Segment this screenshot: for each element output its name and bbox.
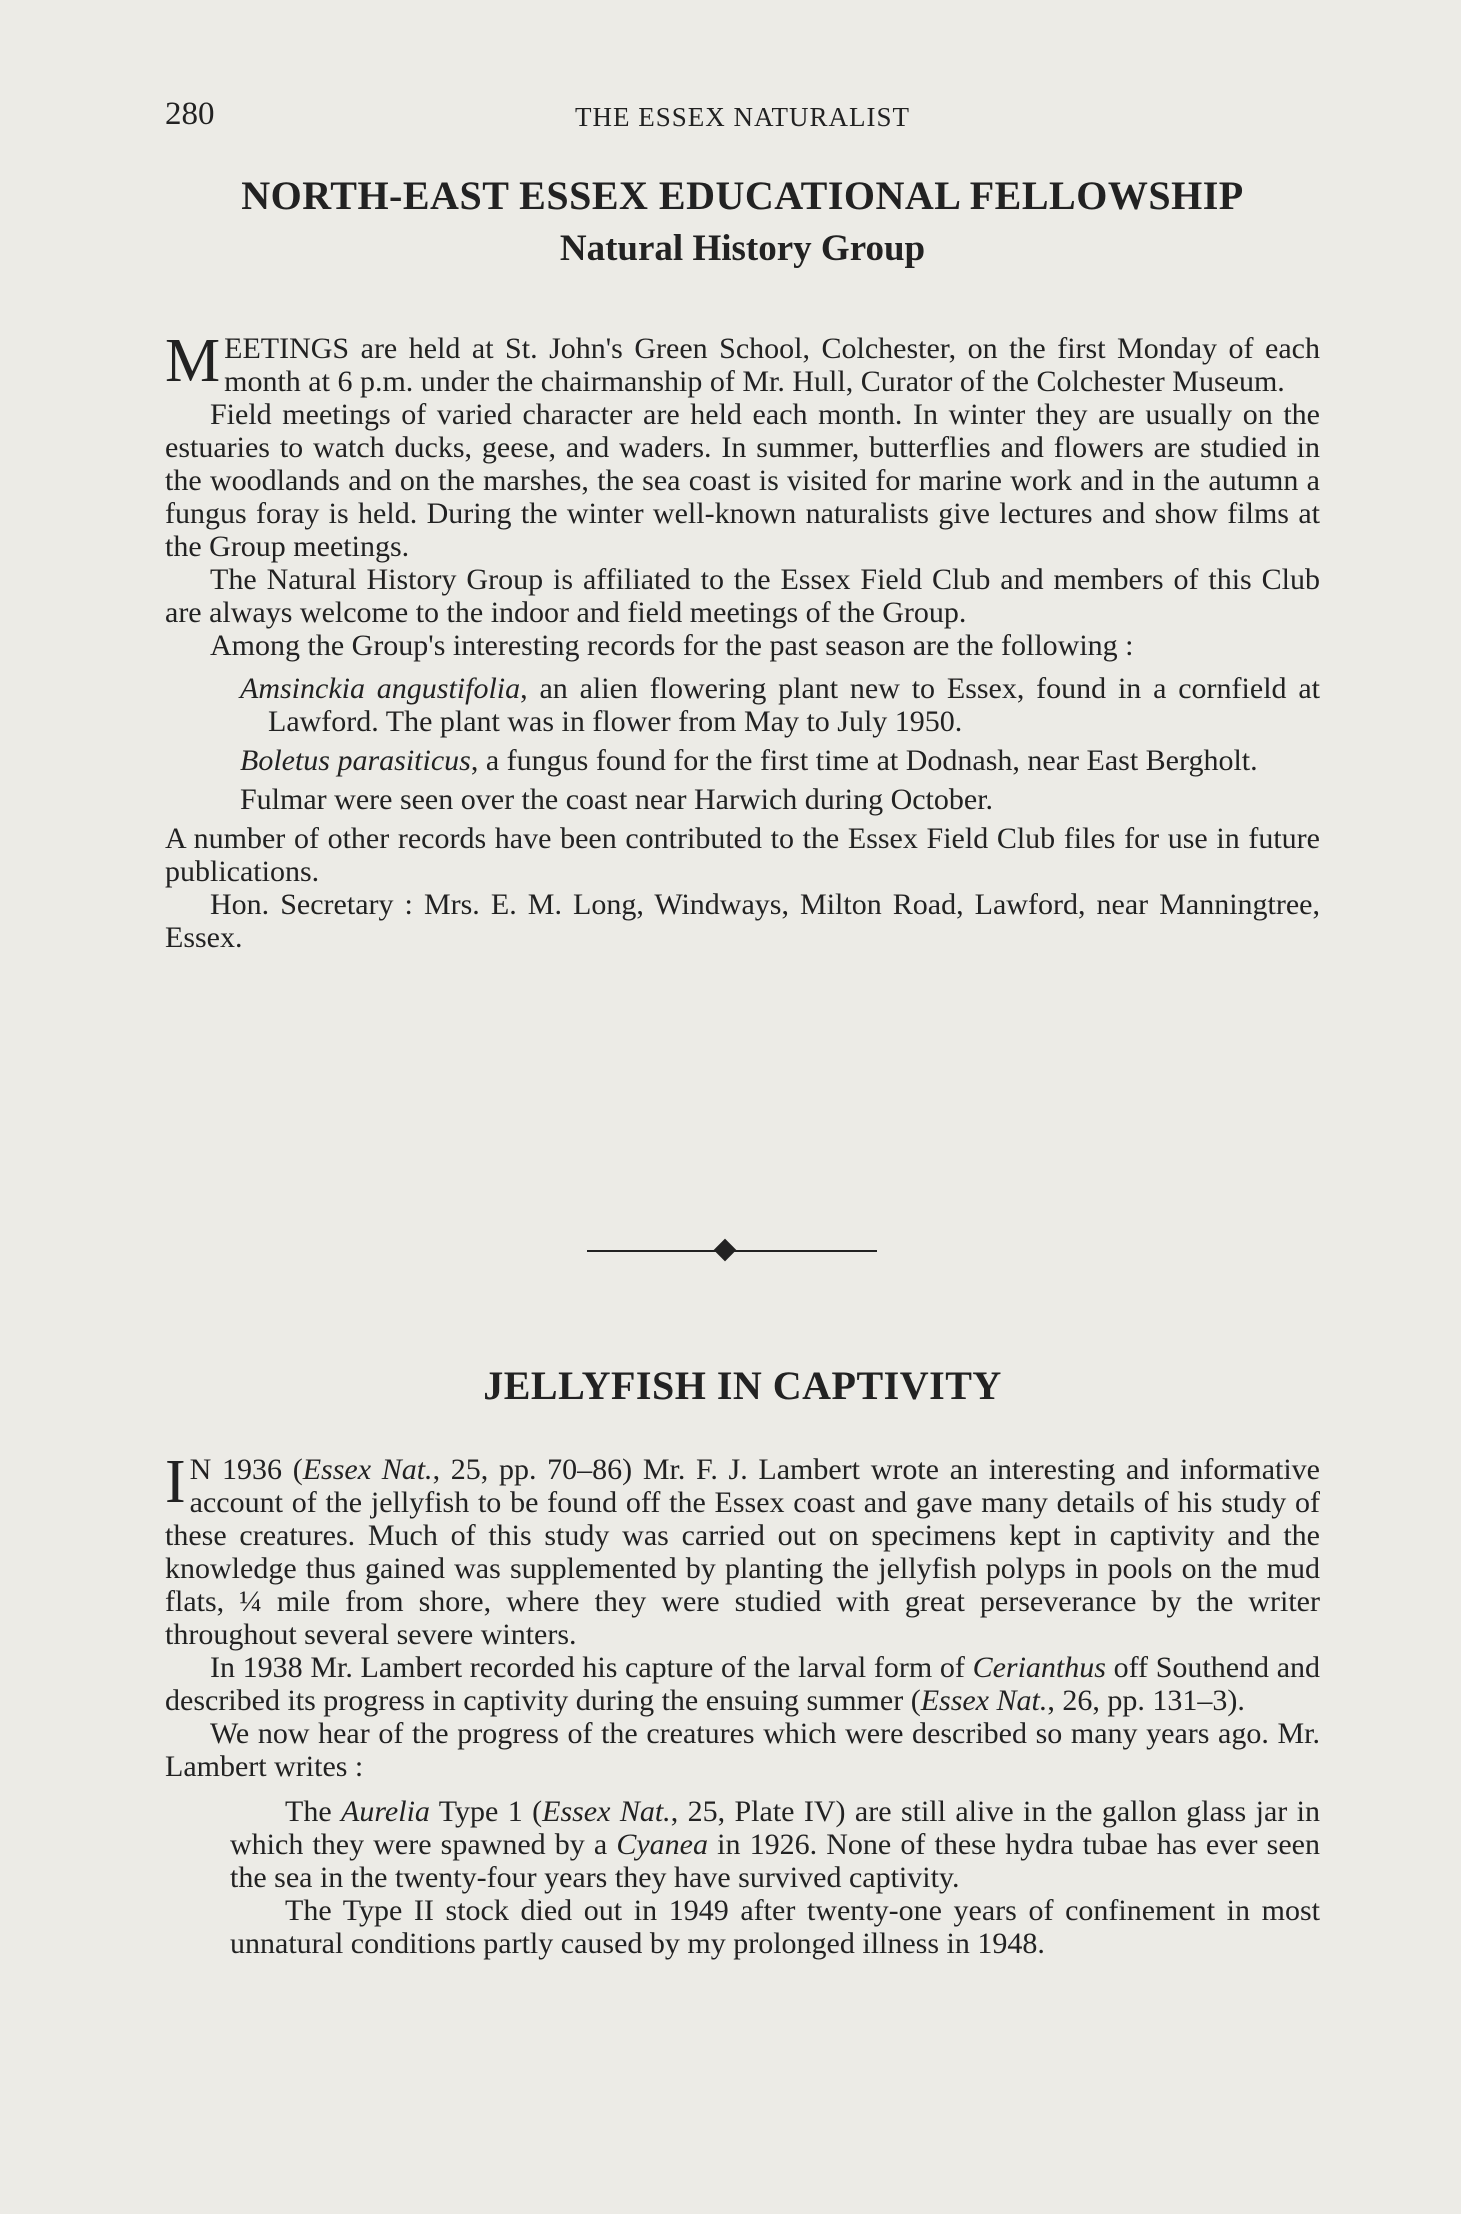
- paragraph: [165, 1448, 1320, 1651]
- paragraph: We now hear of the progress of the creatures which were described so many years ago. Mr. Lambert writes :: [165, 1717, 1320, 1783]
- record-text: , a fungus found for the first time at Dodnash, near East Bergholt.: [470, 744, 1258, 777]
- paragraph: [165, 327, 1320, 398]
- text-run: , 26, pp. 131–3).: [1047, 1684, 1245, 1717]
- journal-ref: Essex Nat.: [920, 1684, 1048, 1717]
- section-fellowship: [165, 172, 1320, 954]
- text-run: off Southend and described its progress in captivity during the ensuing summer (: [165, 1651, 1321, 1717]
- journal-ref: Essex Nat.: [302, 1453, 433, 1486]
- running-head: THE ESSEX NATURALIST: [575, 102, 910, 132]
- paragraph: Field meetings of varied character are held each month. In winter they are usually on the estuaries to watch ducks, geese, and waders. In summer, butterflies and flowers are studied in the woodlands and on the marshes, the sea coast is visited for marine work and in the autumn a fungus foray is held. During the winter well-known naturalists give lectures and show films at the Group meetings.: [165, 398, 1320, 563]
- section-divider-ornament: [587, 1240, 877, 1262]
- record-text: , an alien flowering plant new to Essex, found in a cornfield at Lawford. The plant was in flower from May to July 1950.: [268, 672, 1320, 738]
- paragraph-text: EETINGS are held at St. John's Green School, Colchester, on the first Monday of each month at 6 p.m. under the chairmanship of Mr. Hull, Curator of the Colchester Museum.: [224, 332, 1320, 398]
- paragraph: A number of other records have been contributed to the Essex Field Club files for use in future publications.: [165, 822, 1320, 888]
- section-subtitle: Natural History Group: [559, 228, 926, 269]
- paragraph: The Natural History Group is affiliated to the Essex Field Club and members of this Club are always welcome to the indoor and field meetings of the Group.: [165, 563, 1320, 629]
- paragraph: [165, 1651, 1320, 1717]
- text-run: The: [285, 1795, 342, 1828]
- text-run: N 1936 (: [189, 1453, 303, 1486]
- section-title: JELLYFISH IN CAPTIVITY: [483, 1363, 1002, 1408]
- quote-paragraph: The Type II stock died out in 1949 after twenty-one years of confinement in most unnatural conditions partly caused by my prolonged illness in 1948.: [230, 1894, 1320, 1960]
- secretary-line: Hon. Secretary : Mrs. E. M. Long, Windways, Milton Road, Lawford, near Manningtree, Essex.: [165, 888, 1320, 954]
- page-header: [165, 96, 1320, 140]
- text-run: , 25, Plate IV) are still alive in the gallon glass jar in which they were spawned by a: [230, 1795, 1321, 1861]
- record-item: [240, 744, 1320, 777]
- species-name: Cerianthus: [972, 1651, 1106, 1684]
- record-item: Fulmar were seen over the coast near Harwich during October.: [240, 783, 994, 816]
- species-name: Amsinckia angustifolia: [240, 672, 521, 705]
- journal-ref: Essex Nat.: [542, 1795, 671, 1828]
- text-run: In 1938 Mr. Lambert recorded his capture of the larval form of: [210, 1651, 973, 1684]
- record-item: [240, 672, 1320, 738]
- diamond-ornament-icon: [714, 1239, 737, 1262]
- text-run: Type 1 (: [429, 1795, 543, 1828]
- page-number: 280: [165, 96, 215, 132]
- block-quote: [230, 1795, 1320, 1960]
- species-name: Cyanea: [616, 1828, 708, 1861]
- species-name: Boletus parasiticus: [240, 744, 471, 777]
- section-jellyfish: [165, 1362, 1320, 1960]
- drop-cap: M: [165, 327, 221, 395]
- text-run: , 25, pp. 70–86) Mr. F. J. Lambert wrote an interesting and informative account of the jellyfish to be found off the Essex coast and gave many details of his study of these creatures. Much of this study was carried out on specimens kept in captivity and the knowledge thus gained was supplemented by planting the jellyfish polyps in pools on the mud flats, ¼ mile from shore, where they were studied with great perseverance by the writer throughout several severe winters.: [165, 1453, 1320, 1651]
- records-list: [165, 672, 1320, 816]
- drop-cap: I: [165, 1448, 186, 1516]
- paragraph: Among the Group's interesting records for the past season are the following :: [210, 629, 1134, 662]
- text-run: in 1926. None of these hydra tubae has ever seen the sea in the twenty-four years they have survived captivity.: [230, 1828, 1320, 1894]
- section-title: NORTH-EAST ESSEX EDUCATIONAL FELLOWSHIP: [241, 173, 1244, 218]
- quote-paragraph: [230, 1795, 1320, 1894]
- species-name: Aurelia: [341, 1795, 430, 1828]
